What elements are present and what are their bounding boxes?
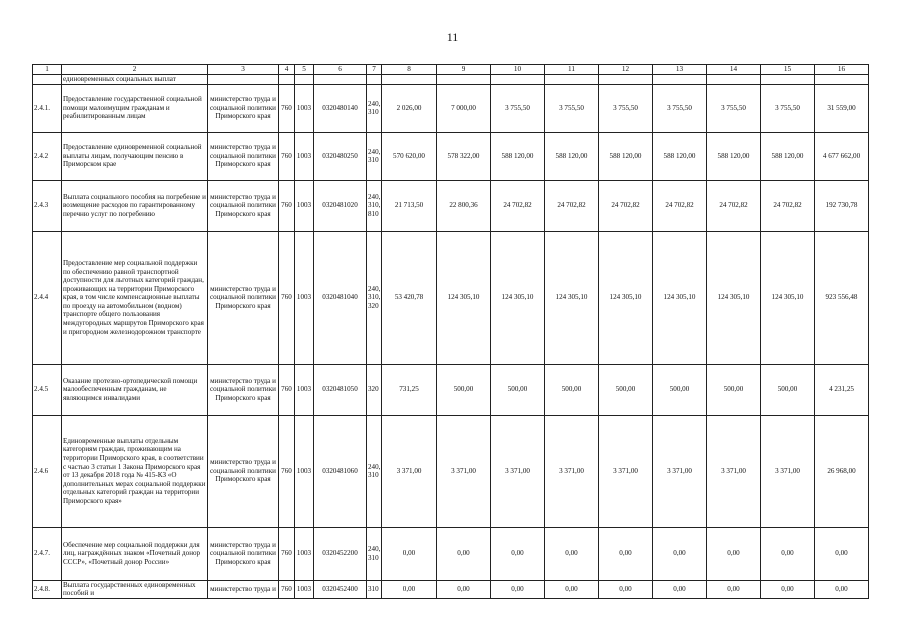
- row-vr: 310: [367, 580, 382, 598]
- row-value: 24 702,82: [707, 180, 761, 231]
- row-value: 21 713,50: [382, 180, 437, 231]
- row-value: 500,00: [761, 364, 815, 415]
- row-index: 2.4.6: [33, 415, 62, 527]
- row-value: 3 371,00: [545, 415, 599, 527]
- row-value: 4 677 662,00: [815, 132, 869, 180]
- column-number-cell: 5: [295, 65, 314, 75]
- row-value: 500,00: [653, 364, 707, 415]
- row-executor: министерство труда и социальной политики Приморского края: [208, 180, 279, 231]
- row-value: 3 755,50: [599, 84, 653, 132]
- row-csr: 0320452200: [314, 527, 367, 580]
- row-name: Единовременные выплаты отдельным категориям граждан, проживающим на территории Приморского края, в соответствии с частью 3 статьи 1 Закона Приморского края от 13 декабря 2018 года № 415-КЗ «О дополнительных мерах социальной поддержки отдельных категорий граждан на территории Приморского края»: [62, 415, 208, 527]
- row-value: 0,00: [707, 527, 761, 580]
- column-number-cell: 16: [815, 65, 869, 75]
- column-number-cell: 13: [653, 65, 707, 75]
- row-value: 0,00: [437, 580, 491, 598]
- row-value: 53 420,78: [382, 231, 437, 364]
- row-index: 2.4.4: [33, 231, 62, 364]
- row-grbs: 760: [279, 132, 295, 180]
- row-value: 500,00: [491, 364, 545, 415]
- row-csr: 0320481020: [314, 180, 367, 231]
- row-value: 0,00: [382, 527, 437, 580]
- row-value: 124 305,10: [545, 231, 599, 364]
- row-value: 588 120,00: [653, 132, 707, 180]
- row-value: 0,00: [653, 527, 707, 580]
- table-row: [33, 415, 869, 527]
- row-vr: 240, 310: [367, 415, 382, 527]
- row-value: 0,00: [707, 580, 761, 598]
- row-value: 0,00: [761, 580, 815, 598]
- row-vr: 240, 310: [367, 527, 382, 580]
- row-rzpr: 1003: [295, 84, 314, 132]
- row-name: Предоставление единовременной социальной выплаты лицам, получающим пенсию в Приморском крае: [62, 132, 208, 180]
- row-value: 588 120,00: [545, 132, 599, 180]
- row-name: Выплата государственных единовременных пособий и: [62, 580, 208, 598]
- row-grbs: 760: [279, 231, 295, 364]
- row-value: 0,00: [491, 580, 545, 598]
- row-rzpr: 1003: [295, 527, 314, 580]
- row-executor: министерство труда и социальной политики Приморского края: [208, 231, 279, 364]
- column-number-cell: 6: [314, 65, 367, 75]
- row-value: 124 305,10: [707, 231, 761, 364]
- row-value: 570 620,00: [382, 132, 437, 180]
- row-value: 0,00: [761, 527, 815, 580]
- row-value: 588 120,00: [707, 132, 761, 180]
- row-index: 2.4.1.: [33, 84, 62, 132]
- row-vr: 320: [367, 364, 382, 415]
- row-value: 3 371,00: [707, 415, 761, 527]
- row-value: 124 305,10: [437, 231, 491, 364]
- continuation-index-cell: [33, 74, 62, 84]
- row-value: 500,00: [707, 364, 761, 415]
- continuation-text: единовременных социальных выплат: [62, 74, 208, 84]
- row-grbs: 760: [279, 580, 295, 598]
- row-value: 0,00: [815, 527, 869, 580]
- column-number-cell: 9: [437, 65, 491, 75]
- column-number-cell: 3: [208, 65, 279, 75]
- table-row: [33, 132, 869, 180]
- row-name: Оказание протезно-ортопедической помощи малообеспеченным гражданам, не являющимся инвалидами: [62, 364, 208, 415]
- row-value: 124 305,10: [761, 231, 815, 364]
- row-grbs: 760: [279, 180, 295, 231]
- row-value: 588 120,00: [599, 132, 653, 180]
- row-rzpr: 1003: [295, 180, 314, 231]
- column-number-cell: 4: [279, 65, 295, 75]
- row-value: 578 322,00: [437, 132, 491, 180]
- row-csr: 0320480140: [314, 84, 367, 132]
- row-value: 3 371,00: [653, 415, 707, 527]
- row-value: 22 800,36: [437, 180, 491, 231]
- page-number: 11: [446, 30, 459, 44]
- row-value: 0,00: [545, 527, 599, 580]
- row-value: 3 371,00: [382, 415, 437, 527]
- row-value: 3 755,50: [491, 84, 545, 132]
- row-value: 588 120,00: [761, 132, 815, 180]
- row-value: 3 755,50: [707, 84, 761, 132]
- column-number-cell: 15: [761, 65, 815, 75]
- row-value: 3 755,50: [653, 84, 707, 132]
- row-value: 3 371,00: [491, 415, 545, 527]
- table-row: [33, 84, 869, 132]
- row-value: 192 730,78: [815, 180, 869, 231]
- row-grbs: 760: [279, 84, 295, 132]
- table-row: [33, 527, 869, 580]
- row-index: 2.4.7.: [33, 527, 62, 580]
- row-value: 0,00: [437, 527, 491, 580]
- row-rzpr: 1003: [295, 364, 314, 415]
- row-value: 7 000,00: [437, 84, 491, 132]
- table-row: [33, 180, 869, 231]
- row-value: 2 026,00: [382, 84, 437, 132]
- row-value: 0,00: [491, 527, 545, 580]
- row-csr: 0320452400: [314, 580, 367, 598]
- row-rzpr: 1003: [295, 580, 314, 598]
- row-value: 24 702,82: [599, 180, 653, 231]
- row-index: 2.4.5: [33, 364, 62, 415]
- row-name: Выплата социального пособия на погребение и возмещение расходов по гарантированному перечню услуг по погребению: [62, 180, 208, 231]
- row-value: 24 702,82: [545, 180, 599, 231]
- column-number-cell: 7: [367, 65, 382, 75]
- column-number-cell: 10: [491, 65, 545, 75]
- row-value: 3 371,00: [599, 415, 653, 527]
- row-name: Предоставление мер социальной поддержки по обеспечению равной транспортной доступности для льготных категорий граждан, проживающих на территории Приморского края, в том числе компенсационные выплаты по проезду на автомобильном (водном) транспорте общего пользования междугородных маршрутов Приморского края и пригородном железнодорожном транспорте: [62, 231, 208, 364]
- column-number-cell: 14: [707, 65, 761, 75]
- row-value: 0,00: [599, 527, 653, 580]
- row-value: 3 755,50: [761, 84, 815, 132]
- row-vr: 240, 310: [367, 132, 382, 180]
- row-value: 500,00: [437, 364, 491, 415]
- row-name: Обеспечение мер социальной поддержки для лиц, награждённых знаком «Почетный донор СССР», «Почетный донор России»: [62, 527, 208, 580]
- table-row: [33, 364, 869, 415]
- row-grbs: 760: [279, 364, 295, 415]
- row-value: 124 305,10: [599, 231, 653, 364]
- row-vr: 240, 310, 810: [367, 180, 382, 231]
- column-number-cell: 12: [599, 65, 653, 75]
- row-value: 0,00: [653, 580, 707, 598]
- row-executor: министерство труда и социальной политики Приморского края: [208, 415, 279, 527]
- row-csr: 0320481060: [314, 415, 367, 527]
- row-grbs: 760: [279, 415, 295, 527]
- row-value: 124 305,10: [653, 231, 707, 364]
- row-value: 3 371,00: [761, 415, 815, 527]
- column-number-cell: 8: [382, 65, 437, 75]
- row-rzpr: 1003: [295, 132, 314, 180]
- row-executor: министерство труда и: [208, 580, 279, 598]
- row-value: 500,00: [599, 364, 653, 415]
- row-csr: 0320481050: [314, 364, 367, 415]
- column-number-cell: 2: [62, 65, 208, 75]
- row-value: 3 371,00: [437, 415, 491, 527]
- row-value: 0,00: [815, 580, 869, 598]
- row-value: 124 305,10: [491, 231, 545, 364]
- row-executor: министерство труда и социальной политики Приморского края: [208, 84, 279, 132]
- column-number-row: [33, 65, 869, 75]
- table-row: [33, 231, 869, 364]
- row-executor: министерство труда и социальной политики Приморского края: [208, 132, 279, 180]
- row-executor: министерство труда и социальной политики Приморского края: [208, 364, 279, 415]
- row-rzpr: 1003: [295, 231, 314, 364]
- row-value: 3 755,50: [545, 84, 599, 132]
- row-index: 2.4.8.: [33, 580, 62, 598]
- budget-table: [32, 64, 869, 599]
- column-number-cell: 1: [33, 65, 62, 75]
- row-value: 923 556,48: [815, 231, 869, 364]
- row-value: 500,00: [545, 364, 599, 415]
- row-vr: 240, 310, 320: [367, 231, 382, 364]
- row-name: Предоставление государственной социальной помощи малоимущим гражданам и реабилитированным лицам: [62, 84, 208, 132]
- row-csr: 0320480250: [314, 132, 367, 180]
- row-value: 24 702,82: [491, 180, 545, 231]
- row-vr: 240, 310: [367, 84, 382, 132]
- row-rzpr: 1003: [295, 415, 314, 527]
- continuation-row: [33, 74, 869, 84]
- row-value: 0,00: [599, 580, 653, 598]
- table-row: [33, 580, 869, 598]
- row-value: 31 559,00: [815, 84, 869, 132]
- row-value: 0,00: [545, 580, 599, 598]
- row-value: 4 231,25: [815, 364, 869, 415]
- row-value: 0,00: [382, 580, 437, 598]
- row-executor: министерство труда и социальной политики Приморского края: [208, 527, 279, 580]
- row-value: 24 702,82: [653, 180, 707, 231]
- row-index: 2.4.3: [33, 180, 62, 231]
- row-value: 26 968,00: [815, 415, 869, 527]
- row-value: 588 120,00: [491, 132, 545, 180]
- row-value: 731,25: [382, 364, 437, 415]
- row-csr: 0320481040: [314, 231, 367, 364]
- row-index: 2.4.2: [33, 132, 62, 180]
- row-value: 24 702,82: [761, 180, 815, 231]
- row-grbs: 760: [279, 527, 295, 580]
- column-number-cell: 11: [545, 65, 599, 75]
